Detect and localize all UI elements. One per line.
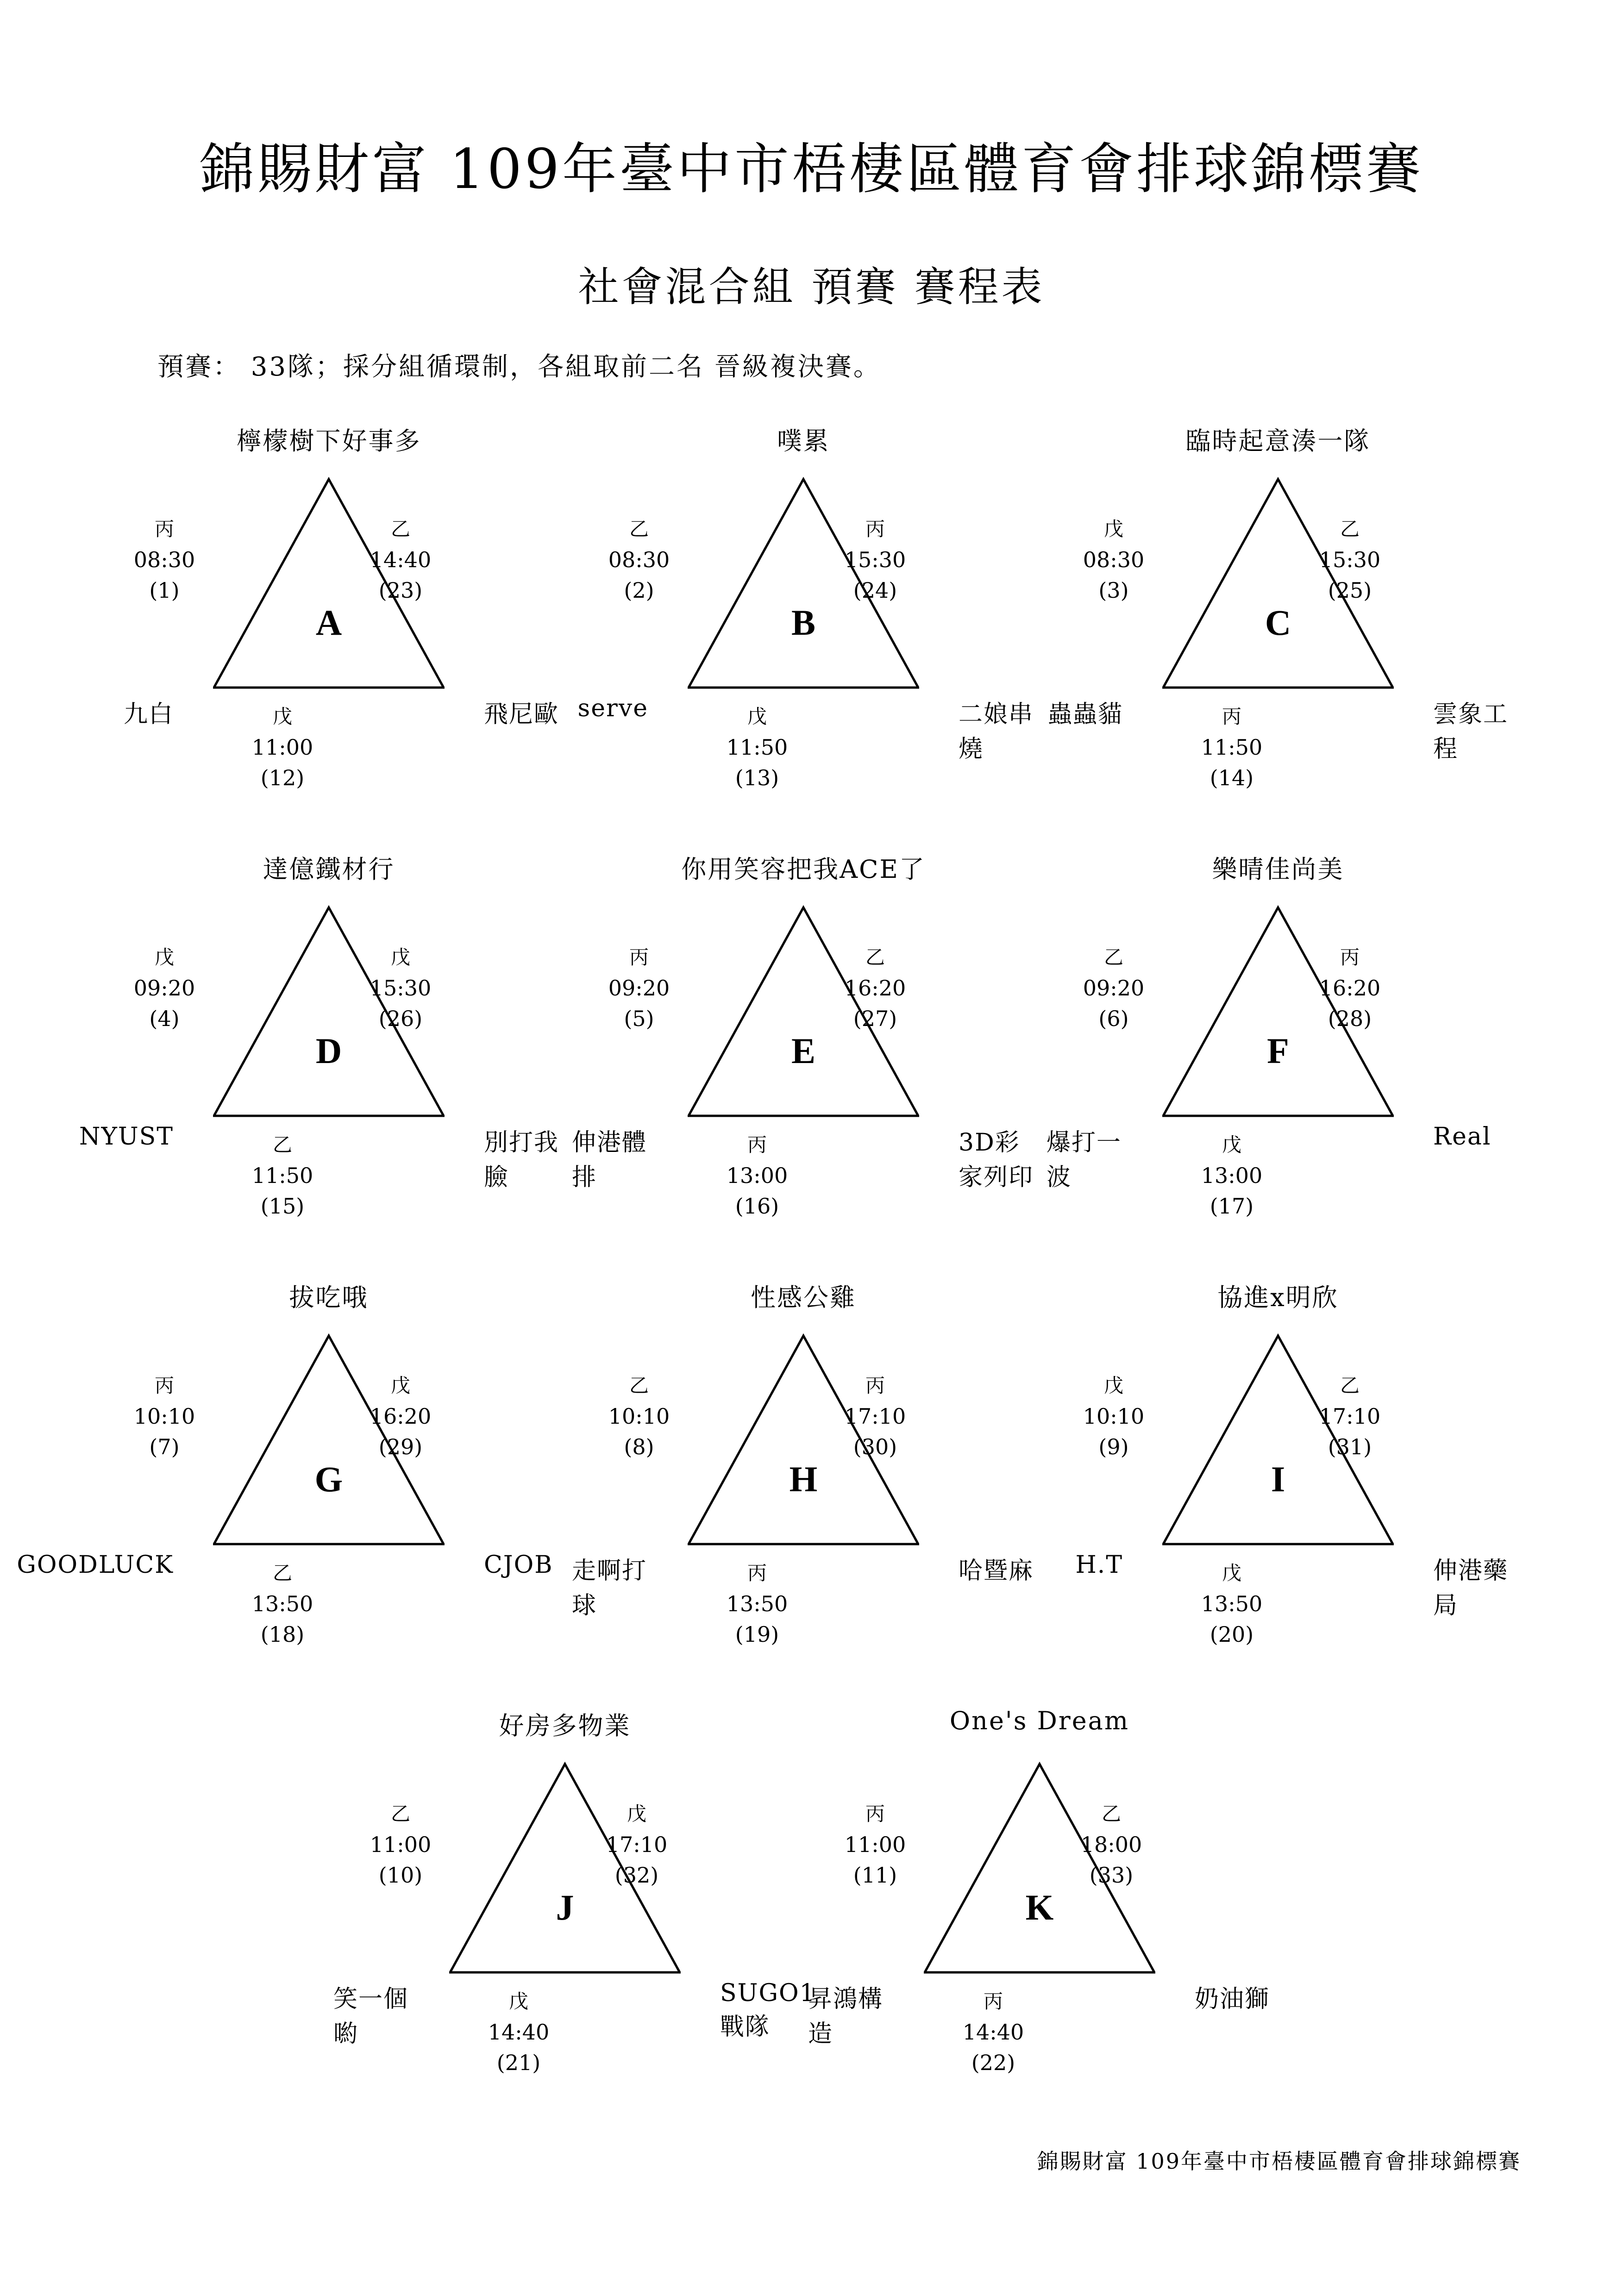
match-time: 15:30 xyxy=(1319,547,1381,572)
match-time: 10:10 xyxy=(608,1404,670,1429)
group-g xyxy=(17,1278,560,1685)
group-top-team: 達億鐵材行 xyxy=(263,855,395,884)
match-number: (1) xyxy=(149,578,180,603)
match-court: 乙 xyxy=(272,1133,292,1156)
group-left-team: serve xyxy=(577,694,648,722)
group-left-team: 伸港體排 xyxy=(572,1129,647,1191)
match-time: 18:00 xyxy=(1080,1832,1142,1857)
bottom-match xyxy=(468,1986,570,2078)
match-number: (31) xyxy=(1328,1434,1372,1459)
group-left-team: 爆打一波 xyxy=(1046,1129,1122,1191)
group-right-team: 雲象工程 xyxy=(1433,701,1509,763)
match-number: (20) xyxy=(1209,1622,1254,1647)
group-top-team: 臨時起意湊一隊 xyxy=(1185,426,1371,456)
group-top-team: 性感公雞 xyxy=(751,1283,856,1312)
match-court: 丙 xyxy=(747,1133,767,1156)
match-court: 乙 xyxy=(1101,1802,1121,1825)
match-court: 戊 xyxy=(1103,1374,1123,1397)
right-match xyxy=(1299,942,1401,1034)
match-number: (25) xyxy=(1328,578,1372,603)
group-right-team: SUGO1戰隊 xyxy=(720,1979,816,2041)
group-letter: K xyxy=(1025,1887,1054,1927)
right-match xyxy=(350,514,451,606)
match-number: (24) xyxy=(853,578,897,603)
group-left-team: 走啊打球 xyxy=(572,1557,647,1620)
page-title: 錦賜財富 109年臺中市梧棲區體育會排球錦標賽 xyxy=(200,137,1423,201)
match-number: (28) xyxy=(1328,1006,1372,1031)
bottom-match xyxy=(1181,1130,1283,1221)
group-letter: H xyxy=(789,1459,818,1499)
match-court: 戊 xyxy=(272,705,292,728)
bottom-match xyxy=(232,1130,333,1221)
bottom-match xyxy=(232,701,333,793)
group-f xyxy=(1046,850,1510,1257)
match-time: 14:40 xyxy=(488,2020,550,2045)
match-number: (11) xyxy=(853,1863,897,1888)
match-number: (16) xyxy=(735,1194,779,1219)
group-e xyxy=(572,850,1035,1257)
match-time: 16:20 xyxy=(844,976,906,1001)
match-time: 11:50 xyxy=(1201,735,1263,760)
bottom-match xyxy=(1181,701,1283,793)
match-number: (3) xyxy=(1098,578,1129,603)
match-court: 丙 xyxy=(865,1374,885,1397)
match-time: 16:20 xyxy=(1319,976,1381,1001)
group-left-team: GOODLUCK xyxy=(17,1551,174,1579)
group-a xyxy=(97,421,560,829)
group-letter: E xyxy=(791,1031,816,1071)
match-time: 14:40 xyxy=(962,2020,1024,2045)
match-time: 10:10 xyxy=(1083,1404,1145,1429)
intro-text: 預賽： 33隊；採分組循環制，各組取前二名 晉級複決賽。 xyxy=(157,352,881,382)
group-left-team: 蟲蟲貓 xyxy=(1047,701,1123,728)
left-match xyxy=(588,514,690,606)
match-court: 乙 xyxy=(1340,518,1360,540)
group-top-team: 檸檬樹下好事多 xyxy=(236,426,421,456)
left-match xyxy=(1063,942,1165,1034)
page-subtitle: 社會混合組 預賽 賽程表 xyxy=(578,263,1045,311)
group-letter: J xyxy=(556,1887,574,1927)
group-left-team: 九白 xyxy=(123,701,174,728)
group-h xyxy=(572,1278,1035,1685)
group-d xyxy=(79,850,560,1257)
match-court: 丙 xyxy=(1340,946,1360,969)
bottom-match xyxy=(942,1986,1044,2078)
match-number: (23) xyxy=(378,578,423,603)
group-j xyxy=(333,1706,816,2114)
group-right-team: CJOB xyxy=(484,1551,553,1579)
match-court: 戊 xyxy=(154,946,174,969)
match-number: (14) xyxy=(1209,765,1254,790)
match-court: 戊 xyxy=(1222,1562,1241,1584)
group-right-team: 哈暨麻 xyxy=(959,1557,1034,1585)
match-time: 13:00 xyxy=(726,1163,788,1188)
group-right-team: 二娘串燒 xyxy=(959,701,1034,763)
left-match xyxy=(1063,514,1165,606)
group-top-team: 樂晴佳尚美 xyxy=(1212,855,1344,884)
match-court: 丙 xyxy=(865,518,885,540)
group-left-team: NYUST xyxy=(79,1123,174,1151)
match-number: (6) xyxy=(1098,1006,1129,1031)
match-court: 戊 xyxy=(390,1374,410,1397)
match-court: 丙 xyxy=(747,1562,767,1584)
match-number: (2) xyxy=(624,578,654,603)
match-court: 乙 xyxy=(1340,1374,1360,1397)
group-right-team: 別打我臉 xyxy=(484,1129,559,1191)
match-number: (4) xyxy=(149,1006,180,1031)
match-time: 09:20 xyxy=(133,976,195,1001)
match-number: (17) xyxy=(1209,1194,1254,1219)
group-left-team: 笑一個喲 xyxy=(333,1985,409,2048)
match-time: 15:30 xyxy=(844,547,906,572)
match-time: 11:50 xyxy=(726,735,788,760)
group-right-team: Real xyxy=(1433,1123,1491,1151)
right-match xyxy=(1299,1370,1401,1462)
group-right-team: 伸港藥局 xyxy=(1433,1557,1509,1620)
match-time: 11:00 xyxy=(844,1832,906,1857)
group-letter: G xyxy=(314,1459,343,1499)
group-b xyxy=(572,421,1035,829)
match-court: 戊 xyxy=(747,705,767,728)
match-court: 乙 xyxy=(390,518,410,540)
group-letter: A xyxy=(315,602,342,643)
left-match xyxy=(824,1799,926,1890)
match-time: 13:00 xyxy=(1201,1163,1263,1188)
match-court: 丙 xyxy=(629,946,649,969)
group-letter: F xyxy=(1267,1031,1289,1071)
match-time: 10:10 xyxy=(133,1404,195,1429)
right-match xyxy=(350,1370,451,1462)
left-match xyxy=(588,942,690,1034)
bottom-match xyxy=(1181,1558,1283,1650)
match-time: 09:20 xyxy=(1083,976,1145,1001)
left-match xyxy=(113,1370,215,1462)
match-court: 戊 xyxy=(627,1802,646,1825)
match-court: 丙 xyxy=(983,1990,1003,2013)
group-top-team: 你用笑容把我ACE了 xyxy=(681,855,926,884)
match-number: (5) xyxy=(624,1006,654,1031)
group-right-team: 飛尼歐 xyxy=(484,701,559,728)
match-court: 戊 xyxy=(508,1990,528,2013)
match-number: (8) xyxy=(624,1434,654,1459)
match-time: 08:30 xyxy=(133,547,195,572)
left-match xyxy=(350,1799,451,1890)
bottom-match xyxy=(232,1558,333,1650)
bottom-match xyxy=(706,1130,808,1221)
match-court: 丙 xyxy=(865,1802,885,1825)
group-i xyxy=(1046,1278,1510,1685)
match-number: (10) xyxy=(378,1863,423,1888)
group-left-team: 昇鴻構造 xyxy=(808,1985,884,2048)
group-top-team: 拔吃哦 xyxy=(289,1283,369,1312)
group-top-team: One's Dream xyxy=(949,1706,1130,1735)
match-time: 16:20 xyxy=(370,1404,432,1429)
match-court: 乙 xyxy=(1103,946,1123,969)
bottom-match xyxy=(706,701,808,793)
right-match xyxy=(1060,1799,1162,1890)
match-number: (29) xyxy=(378,1434,423,1459)
match-court: 丙 xyxy=(154,518,174,540)
match-court: 戊 xyxy=(1103,518,1123,540)
match-time: 08:30 xyxy=(608,547,670,572)
match-time: 13:50 xyxy=(1201,1591,1263,1616)
left-match xyxy=(113,514,215,606)
group-right-team: 3D彩家列印 xyxy=(959,1129,1034,1191)
right-match xyxy=(824,1370,926,1462)
match-time: 11:00 xyxy=(370,1832,432,1857)
right-match xyxy=(824,514,926,606)
match-time: 08:30 xyxy=(1083,547,1145,572)
left-match xyxy=(113,942,215,1034)
group-left-team: H.T xyxy=(1075,1551,1123,1579)
match-number: (30) xyxy=(853,1434,897,1459)
right-match xyxy=(350,942,451,1034)
match-number: (15) xyxy=(260,1194,305,1219)
match-time: 13:50 xyxy=(251,1591,313,1616)
match-time: 14:40 xyxy=(370,547,432,572)
match-time: 17:10 xyxy=(606,1832,668,1857)
left-match xyxy=(1063,1370,1165,1462)
match-court: 戊 xyxy=(1222,1133,1241,1156)
match-court: 丙 xyxy=(154,1374,174,1397)
page-footer: 錦賜財富 109年臺中市梧棲區體育會排球錦標賽 xyxy=(1037,2149,1521,2174)
match-number: (21) xyxy=(496,2050,541,2075)
group-top-team: 好房多物業 xyxy=(499,1711,631,1740)
match-time: 13:50 xyxy=(726,1591,788,1616)
match-court: 乙 xyxy=(272,1562,292,1584)
group-letter: B xyxy=(791,602,816,643)
match-number: (32) xyxy=(614,1863,659,1888)
match-court: 乙 xyxy=(629,518,649,540)
match-number: (22) xyxy=(971,2050,1015,2075)
group-c xyxy=(1046,421,1510,829)
match-number: (7) xyxy=(149,1434,180,1459)
match-time: 17:10 xyxy=(1319,1404,1381,1429)
group-letter: I xyxy=(1271,1459,1285,1499)
right-match xyxy=(586,1799,688,1890)
match-number: (19) xyxy=(735,1622,779,1647)
match-time: 17:10 xyxy=(844,1404,906,1429)
match-court: 乙 xyxy=(629,1374,649,1397)
group-letter: D xyxy=(315,1031,342,1071)
match-number: (9) xyxy=(1098,1434,1129,1459)
match-time: 15:30 xyxy=(370,976,432,1001)
group-top-team: 噗累 xyxy=(777,426,830,456)
match-number: (13) xyxy=(735,765,779,790)
right-match xyxy=(1299,514,1401,606)
match-court: 丙 xyxy=(1222,705,1241,728)
group-letter: C xyxy=(1265,602,1291,643)
match-number: (27) xyxy=(853,1006,897,1031)
match-number: (33) xyxy=(1089,1863,1134,1888)
match-court: 戊 xyxy=(390,946,410,969)
group-top-team: 協進x明欣 xyxy=(1217,1283,1339,1312)
right-match xyxy=(824,942,926,1034)
bottom-match xyxy=(706,1558,808,1650)
match-court: 乙 xyxy=(390,1802,410,1825)
group-k xyxy=(808,1706,1271,2114)
match-number: (26) xyxy=(378,1006,423,1031)
left-match xyxy=(588,1370,690,1462)
match-time: 09:20 xyxy=(608,976,670,1001)
match-time: 11:50 xyxy=(251,1163,313,1188)
group-right-team: 奶油獅 xyxy=(1195,1985,1270,2013)
match-number: (12) xyxy=(260,765,305,790)
match-time: 11:00 xyxy=(251,735,313,760)
match-number: (18) xyxy=(260,1622,305,1647)
match-court: 乙 xyxy=(865,946,885,969)
